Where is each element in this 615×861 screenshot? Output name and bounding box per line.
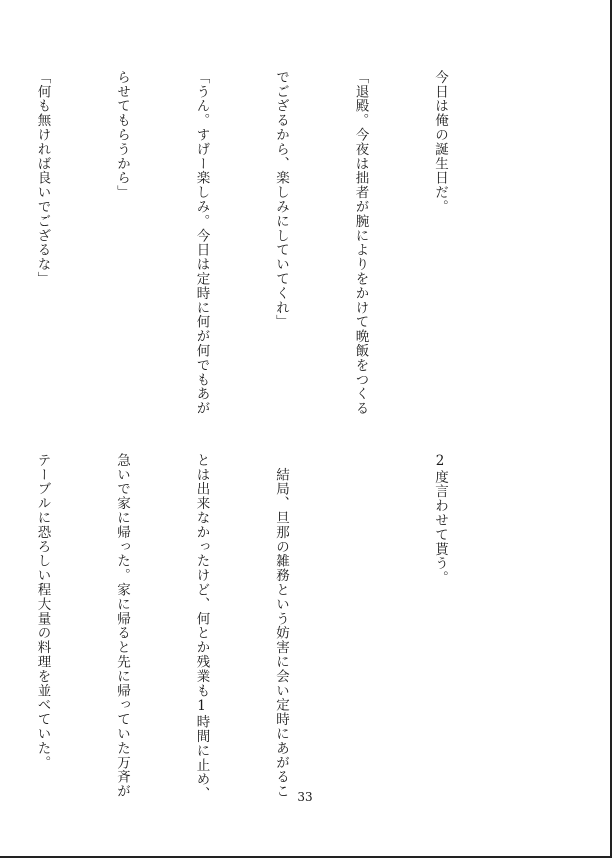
blank-line — [347, 453, 374, 783]
text-line: 「退殿。今夜は拙者が腕によりをかけて晩飯をつくる — [352, 70, 369, 416]
page-number: 33 — [297, 790, 313, 804]
text-line: 結局、旦那の雑務という妨害に会い定時にあがるこ — [273, 453, 289, 799]
upper-text-block — [0, 70, 506, 416]
text-line: とは出来なかったけど、何とか残業も1時間に止め、 — [193, 453, 210, 802]
text-line: 「うん。すげー楽しみ。今日は定時に何が何でもあが — [193, 70, 210, 416]
text-line: テーブルに恐ろしい程大量の料理を並べていた。 — [34, 453, 51, 770]
text-line: 急いで家に帰った。家に帰ると先に帰っていた万斉が — [114, 453, 130, 799]
text-line: らせてもらうから」 — [114, 70, 130, 200]
text-line: 2度言わせて貰う。 — [432, 453, 448, 586]
text-line: 今日は俺の誕生日だ。 — [432, 70, 448, 214]
text-line: 「何も無ければ良いでござるな」 — [34, 70, 51, 286]
text-line: でござるから、楽しみにしていてくれ」 — [273, 70, 289, 330]
